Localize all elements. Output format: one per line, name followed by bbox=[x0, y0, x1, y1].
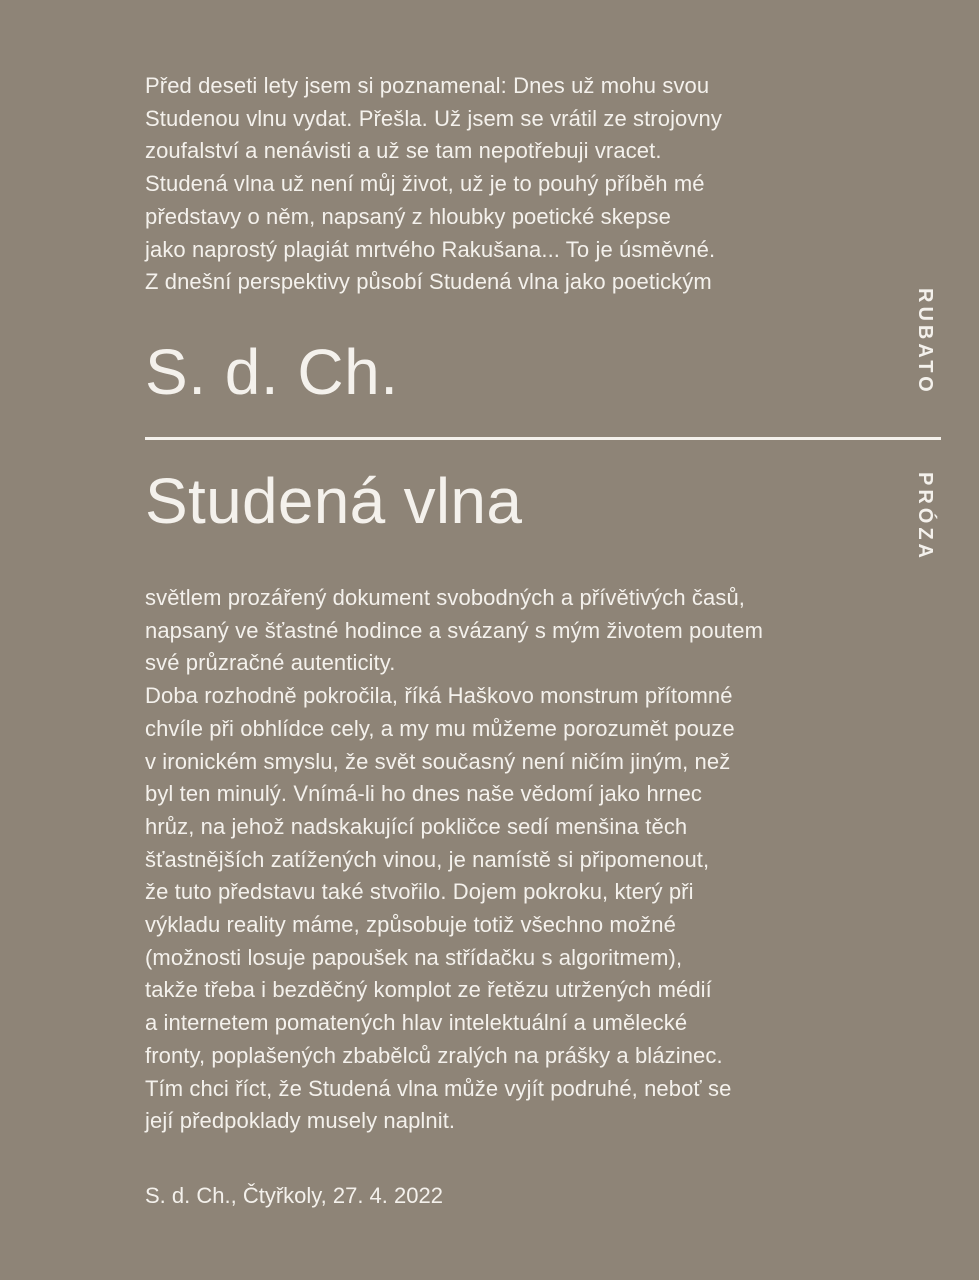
divider-line bbox=[145, 437, 941, 440]
publisher-label: RUBATO bbox=[914, 288, 936, 396]
intro-text-top: Před deseti lety jsem si poznamenal: Dnes už mohu svou Studenou vlnu vydat. Přešla. Už jsem se vrátil ze strojovny zoufalství a nenávisti a už se tam nepotřebuji vracet. Studená vlna už není můj život, už je to pouhý příběh mé představy o něm, napsaný z hloubky poetické skepse jako naprostý plagiát mrtvého Rakušana... To je úsměvné. Z dnešní perspektivy působí Studená vlna jako poetickým bbox=[145, 73, 722, 295]
book-title: Studená vlna bbox=[145, 465, 523, 537]
signature-line: S. d. Ch., Čtyřkoly, 27. 4. 2022 bbox=[145, 1183, 443, 1208]
author-name: S. d. Ch. bbox=[145, 336, 399, 408]
genre-label: PRÓZA bbox=[914, 472, 936, 562]
intro-text-bottom: světlem prozářený dokument svobodných a přívětivých časů, napsaný ve šťastné hodince a svázaný s mým životem poutem své průzračné autenticity. Doba rozhodně pokročila, říká Haškovo monstrum přítomné chvíle při obhlídce cely, a my mu můžeme porozumět pouze v ironickém smyslu, že svět současný není ničím jiným, než byl ten minulý. Vnímá-li ho dnes naše vědomí jako hrnec hrůz, na jehož nadskakující pokličce sedí menšina těch šťastnějších zatížených vinou, je namístě si připomenout, že tuto představu také stvořilo. Dojem pokroku, který při výkladu reality máme, způsobuje totiž všechno možné (možnosti losuje papoušek na střídačku s algoritmem), takže třeba i bezděčný komplot ze řetězu utržených médií a internetem pomatených hlav intelektuální a umělecké fronty, poplašených zbabělců zralých na prášky a blázinec. Tím chci říct, že Studená vlna může vyjít podruhé, neboť se její předpoklady musely naplnit. bbox=[145, 585, 764, 1134]
